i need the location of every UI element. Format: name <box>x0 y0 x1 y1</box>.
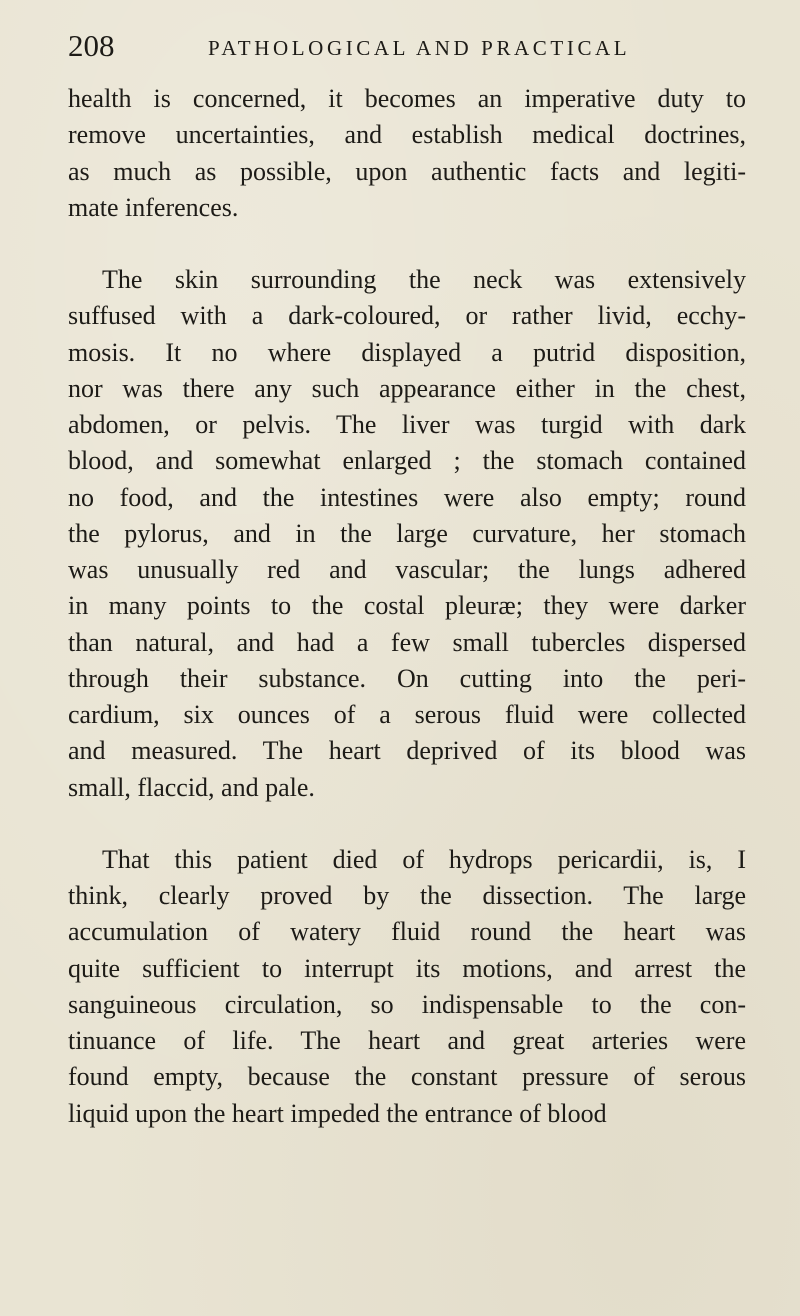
text-line: abdomen, or pelvis. The liver was turgid with dark <box>68 410 746 439</box>
paragraph-gap <box>68 806 746 842</box>
paragraph-1 <box>68 81 746 226</box>
text-line: liquid upon the heart impeded the entrance of blood <box>68 1098 607 1128</box>
page-header <box>68 26 748 66</box>
text-line: health is concerned, it becomes an imperative duty to <box>68 84 746 113</box>
paragraph-2 <box>68 262 746 806</box>
text-line: small, flaccid, and pale. <box>68 772 315 802</box>
text-line: was unusually red and vascular; the lungs adhered <box>68 555 746 584</box>
text-line: found empty, because the constant pressure of serous <box>68 1062 746 1092</box>
text-line: cardium, six ounces of a serous fluid were collected <box>68 700 746 729</box>
text-line: through their substance. On cutting into the peri- <box>68 663 746 693</box>
body-text <box>68 81 746 1132</box>
text-line: tinuance of life. The heart and great arteries were <box>68 1026 746 1055</box>
text-line: quite sufficient to interrupt its motions, and arrest the <box>68 953 746 983</box>
text-line: remove uncertainties, and establish medical doctrines, <box>68 120 746 150</box>
text-line: mosis. It no where displayed a putrid disposition, <box>68 337 746 367</box>
text-line: accumulation of watery fluid round the heart was <box>68 917 746 947</box>
text-line: as much as possible, upon authentic facts and legiti- <box>68 156 746 186</box>
paragraph-3 <box>68 842 746 1132</box>
text-line: and measured. The heart deprived of its blood was <box>68 736 746 766</box>
text-line: no food, and the intestines were also empty; round <box>68 482 746 512</box>
text-line: nor was there any such appearance either in the chest, <box>68 373 746 403</box>
text-line: That this patient died of hydrops pericardii, is, I <box>102 844 746 874</box>
text-line: than natural, and had a few small tubercles dispersed <box>68 627 746 657</box>
running-head: PATHOLOGICAL AND PRACTICAL <box>208 36 631 60</box>
paragraph-gap <box>68 226 746 262</box>
text-line: mate inferences. <box>68 192 239 222</box>
text-line: suffused with a dark-coloured, or rather livid, ecchy- <box>68 301 746 331</box>
text-line: sanguineous circulation, so indispensable to the con- <box>68 989 746 1019</box>
text-line: The skin surrounding the neck was extensively <box>102 265 746 294</box>
text-line: blood, and somewhat enlarged ; the stomach contained <box>68 446 746 476</box>
text-line: the pylorus, and in the large curvature, her stomach <box>68 518 746 548</box>
text-line: in many points to the costal pleuræ; they were darker <box>68 591 746 621</box>
page-number: 208 <box>68 28 115 63</box>
text-line: think, clearly proved by the dissection. The large <box>68 881 746 910</box>
